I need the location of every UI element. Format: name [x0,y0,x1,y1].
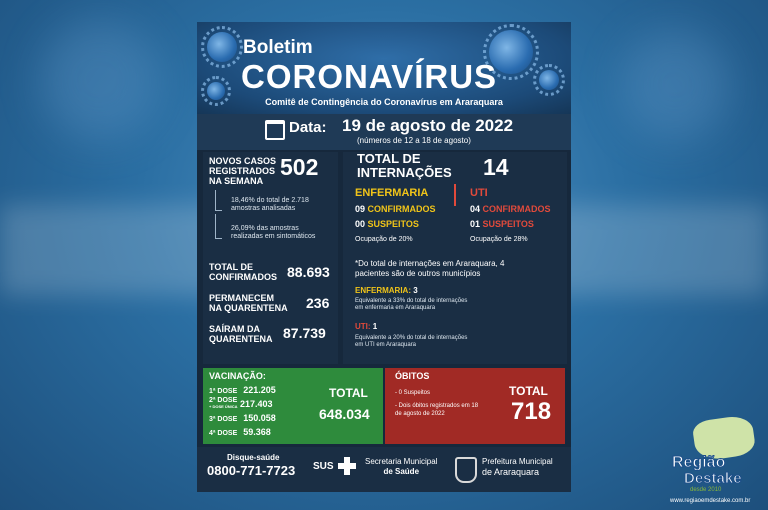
samples-note [231,197,309,213]
poster-header [197,22,571,114]
coat-of-arms-icon [455,457,477,483]
detail-title: UTI: [355,322,371,331]
label-line: NA SEMANA [209,176,264,186]
poster-footer [197,447,571,492]
background-virus-blur [620,30,730,140]
enfermaria-confirmed [355,204,436,214]
regiao-destake-logo [668,418,766,508]
enfermaria-suspected [355,219,419,229]
new-cases-value: 502 [280,154,319,180]
new-cases-label [209,156,276,186]
dose-value: 217.403 [240,399,273,409]
count-label: SUSPEITOS [482,219,534,229]
enfermaria-occupancy: Ocupação de 20% [355,236,413,243]
uti-suspected [470,219,534,229]
bulletin-poster [197,22,571,492]
dose-row [209,427,271,437]
deaths-note [395,402,478,418]
prefeitura-label [482,457,553,477]
label-line: CONFIRMADOS [209,272,277,282]
hotline-label: Disque-saúde [227,453,280,462]
note-line: realizadas em sintomáticos [231,233,316,240]
label-line: SAÍRAM DA [209,324,260,334]
dose-row [209,413,276,423]
date-bar [197,114,571,150]
sus-cross-icon [338,457,356,475]
dose-label: 4ª DOSE [209,430,238,437]
dose-label: 3ª DOSE [209,416,238,423]
label-line: INTERNAÇÕES [357,165,452,180]
note-line: pacientes são de outros municípios [355,269,481,278]
note-line: Equivalente a 20% do total de internações [355,335,468,341]
uti-detail-text [355,335,467,349]
enfermaria-title: ENFERMARIA [355,187,429,199]
calendar-icon [265,120,285,140]
logo-line2: Destake [684,470,742,487]
dose-label: 1ª DOSE [209,388,238,395]
virus-icon [539,70,559,90]
bracket-line [215,190,222,211]
note-line: de agosto de 2022 [395,411,445,417]
header-subtitle: Comitê de Contingência do Coronavírus em Araraquara [265,97,503,107]
secretaria-label [365,457,437,477]
logo-tagline: desde 2010 [690,487,722,493]
dose-row [209,397,238,409]
date-value: 19 de agosto de 2022 [342,116,514,135]
footer-line: Prefeitura Municipal [482,457,553,466]
background-virus-blur [40,20,160,140]
note-line: *Do total de internações em Araraquara, 4 [355,259,505,268]
enfermaria-detail-heading [355,286,418,295]
label-line: TOTAL DE [209,262,254,272]
note-line: Equivalente a 33% do total de internações [355,298,468,304]
title-boletim: Boletim [243,37,313,58]
count: 04 [470,204,481,214]
count-label: CONFIRMADOS [482,204,551,214]
deaths-suspected: - 0 Suspeitos [395,390,431,396]
deaths-total-label: TOTAL [509,384,548,398]
total-confirmed-label [209,262,277,282]
deaths-total-value: 718 [511,398,552,425]
footer-line: Secretaria Municipal [365,457,438,466]
footer-line: de Saúde [383,467,420,476]
count-label: SUSPEITOS [367,219,419,229]
note-line: 26,09% das amostras [231,225,299,232]
footer-line: de Araraquara [482,467,540,477]
enfermaria-detail-text [355,298,467,312]
label-line: TOTAL DE [357,151,421,166]
detail-value: 3 [413,286,418,295]
dose-row [209,385,276,395]
count-label: CONFIRMADOS [367,204,436,214]
sus-logo-text: SUS [313,461,334,472]
hotline-number: 0800-771-7723 [207,463,296,478]
label-line: NA QUARENTENA [209,303,288,313]
dose-value: 59.368 [243,427,271,437]
dose-value: 150.058 [243,413,276,423]
uti-detail-heading [355,322,377,331]
note-line: amostras analisadas [231,205,296,212]
label-line: REGISTRADOS [209,166,276,176]
dose-sublabel: + DOSE ÚNICA [209,404,238,409]
hospitalization-panel [343,152,567,364]
cases-panel [203,152,338,364]
total-internacoes-label [357,152,452,180]
date-label: Data: [289,119,327,136]
quarantine-label [209,293,288,313]
note-line: em enfermaria em Araraquara [355,305,436,311]
count: 09 [355,204,366,214]
quarantine-value: 236 [306,295,330,311]
note-line: em UTI em Araraquara [355,342,417,348]
label-line: PERMANECEM [209,293,275,303]
title-coronavirus: CORONAVÍRUS [241,58,498,95]
vaccination-title: VACINAÇÃO: [209,371,266,381]
deaths-title: ÓBITOS [395,371,430,381]
count: 00 [355,219,366,229]
other-municipality-note [355,259,504,279]
divider [454,184,456,206]
note-line: - Dois óbitos registrados em 18 [395,403,479,409]
uti-occupancy: Ocupação de 28% [470,236,528,243]
bracket-line [215,214,222,239]
logo-line1: Região [672,454,726,471]
vaccination-total-value: 648.034 [319,406,370,422]
symptomatic-note [231,225,315,241]
detail-value: 1 [372,322,378,331]
virus-icon [207,32,237,62]
uti-confirmed [470,204,551,214]
dose-value: 221.205 [243,385,276,395]
detail-title: ENFERMARIA: [355,286,411,295]
total-confirmed-value: 88.693 [287,264,330,280]
left-quarantine-label [209,324,273,344]
vaccination-total-label: TOTAL [329,386,368,400]
total-internacoes-value: 14 [483,154,509,180]
vaccination-panel [203,368,383,444]
note-line: 18,46% do total de 2.718 [231,197,309,204]
dose-label: 2ª DOSE [209,397,238,404]
logo-url: www.regiaoemdestake.com.br [670,498,751,504]
label-line: QUARENTENA [209,334,273,344]
label-line: NOVOS CASOS [209,156,277,166]
deaths-panel [385,368,565,444]
date-range: (números de 12 a 18 de agosto) [357,136,471,145]
uti-title: UTI [470,187,488,199]
count: 01 [470,219,481,229]
left-quarantine-value: 87.739 [283,325,326,341]
